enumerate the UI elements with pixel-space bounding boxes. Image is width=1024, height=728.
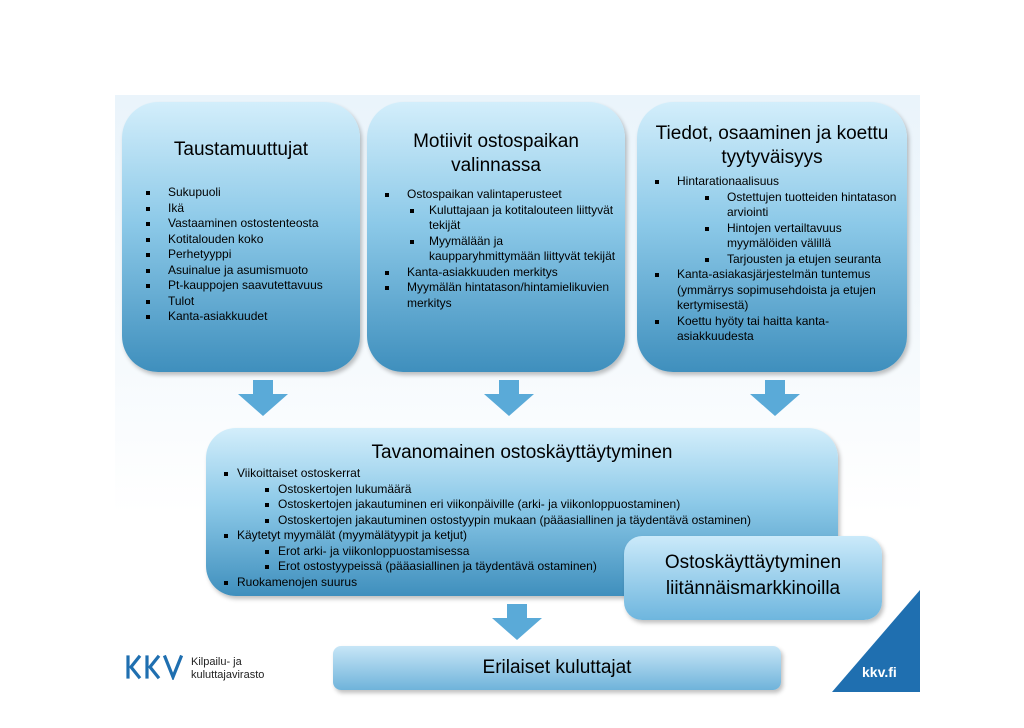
down-arrow-icon: [238, 380, 288, 416]
bullet-list: [367, 187, 625, 311]
list-item: Viikoittaiset ostoskerrat: [220, 466, 838, 482]
logo-line-2: kuluttajavirasto: [191, 669, 265, 681]
website-label: kkv.fi: [862, 664, 897, 680]
box-title: Tavanomainen ostoskäyttäytyminen: [371, 442, 673, 463]
bullet-list: [637, 174, 907, 345]
motives-box: [367, 102, 625, 372]
box-title: Motiivit ostospaikan valinnassa: [413, 131, 579, 176]
bullet-list: [122, 185, 360, 325]
list-item: Vastaaminen ostostenteosta: [138, 216, 360, 232]
different-consumers-box: [333, 646, 781, 690]
list-item: Kanta-asiakkuudet: [138, 309, 360, 325]
list-item: Koettu hyöty tai haitta kanta-asiakkuudesta: [647, 314, 899, 345]
list-subitem: Erot ostostyypeissä (pääasiallinen ja täydentävä ostaminen): [220, 559, 838, 575]
list-subitem: Ostoskertojen jakautuminen eri viikonpäiville (arki- ja viikonloppuostaminen): [220, 497, 838, 513]
list-item: Ikä: [138, 201, 360, 217]
box-title: Erilaiset kuluttajat: [482, 657, 632, 678]
knowledge-satisfaction-box: [637, 102, 907, 372]
list-subitem: Tarjousten ja etujen seuranta: [647, 252, 899, 268]
list-subitem: Kuluttajaan ja kotitalouteen liittyvät tekijät: [377, 203, 617, 234]
kkv-logo: [125, 648, 325, 690]
list-subitem: Ostoskertojen jakautuminen ostostyypin mukaan (pääasiallinen ja täydentävä ostaminen): [220, 513, 838, 529]
logo-line-1: Kilpailu- ja: [191, 656, 242, 668]
down-arrow-icon: [492, 604, 542, 640]
list-item: Käytetyt myymälät (myymälätyypit ja ketjut): [220, 528, 838, 544]
list-item: Ruokamenojen suurus: [220, 575, 838, 591]
kkv-logo-mark-icon: [125, 654, 187, 680]
list-item: Perhetyyppi: [138, 247, 360, 263]
down-arrow-icon: [484, 380, 534, 416]
logo-text: [191, 656, 264, 682]
list-item: Tulot: [138, 294, 360, 310]
list-subitem: Ostettujen tuotteiden hintatason arviointi: [647, 190, 899, 221]
list-subitem: Myymälään ja kaupparyhmittymään liittyvät tekijät: [377, 234, 617, 265]
box-title: Ostoskäyttäytyminen liitännäismarkkinoilla: [664, 552, 842, 599]
list-item: Hintarationaalisuus: [647, 174, 899, 190]
list-item: Kanta-asiakkuuden merkitys: [377, 265, 617, 281]
box-title: Taustamuuttujat: [173, 139, 309, 160]
list-item: Asuinalue ja asumismuoto: [138, 263, 360, 279]
list-item: Kanta-asiakasjärjestelmän tuntemus (ymmärrys sopimusehdoista ja etujen kertymisestä): [647, 267, 899, 314]
list-item: Kotitalouden koko: [138, 232, 360, 248]
list-subitem: Hintojen vertailtavuus myymälöiden välillä: [647, 221, 899, 252]
list-subitem: Ostoskertojen lukumäärä: [220, 482, 838, 498]
list-subitem: Erot arki- ja viikonloppuostamisessa: [220, 544, 838, 560]
background-variables-box: [122, 102, 360, 372]
list-item: Ostospaikan valintaperusteet: [377, 187, 617, 203]
list-item: Pt-kauppojen saavutettavuus: [138, 278, 360, 294]
list-item: Myymälän hintatason/hintamielikuvien merkitys: [377, 280, 617, 311]
box-title: Tiedot, osaaminen ja koettu tyytyväisyys: [655, 123, 889, 168]
down-arrow-icon: [750, 380, 800, 416]
list-item: Sukupuoli: [138, 185, 360, 201]
